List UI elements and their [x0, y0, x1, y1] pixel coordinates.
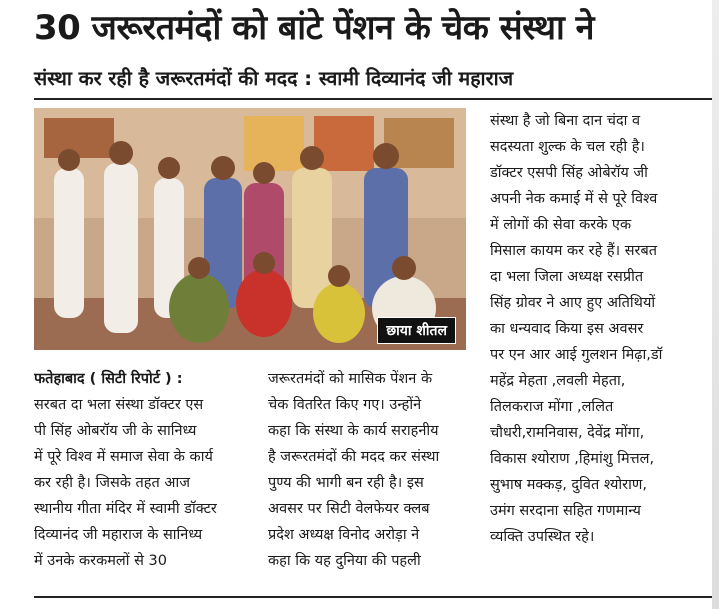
text-line: संस्था है जो बिना दान चंदा व: [490, 113, 641, 129]
text-line: कर रही है। जिसके तहत आज: [34, 475, 190, 491]
text-line: है जरूरतमंदों की मदद कर संस्था: [268, 449, 440, 465]
text-line: सरबत दा भला संस्था डॉक्टर एस: [34, 397, 204, 413]
text-line: जरूरतमंदों को मासिक पेंशन के: [268, 371, 433, 387]
text-line: में लोगों की सेवा करके एक: [490, 217, 632, 233]
news-photo: [34, 108, 466, 350]
text-line: कहा कि संस्था के कार्य सराहनीय: [268, 423, 439, 439]
text-line: व्यक्ति उपस्थित रहे।: [490, 529, 595, 545]
text-line: में उनके करकमलों से 30: [34, 553, 167, 569]
article-column-middle: [268, 366, 476, 574]
article-column-left: [34, 366, 250, 574]
text-line: तिलकराज मोंगा ,ललित: [490, 399, 614, 415]
text-line: महेंद्र मेहता ,लवली मेहता,: [490, 373, 626, 389]
bottom-rule: [34, 596, 714, 598]
text-line: चेक वितरित किए गए। उन्होंने: [268, 397, 422, 413]
text-line: अपनी नेक कमाई में से पूरे विश्व: [490, 191, 658, 207]
text-line: पर एन आर आई गुलशन मिढ़ा,डॉ: [490, 347, 663, 363]
text-line: पी सिंह ओबरॉय जी के सानिध्य: [34, 423, 197, 439]
text-line: चौधरी,रामनिवास, देवेंद्र मोंगा,: [490, 425, 645, 441]
text-line: सुभाष मक्कड़, दुवित श्योराण,: [490, 477, 647, 493]
text-line: दा भला जिला अध्यक्ष रसप्रीत: [490, 269, 644, 285]
text-line: का धन्यवाद किया इस अवसर: [490, 321, 644, 337]
text-line: सिंह ग्रोवर ने आए हुए अतिथियों: [490, 295, 656, 311]
dateline: फतेहाबाद ( सिटी रिपोर्ट ) :: [34, 371, 183, 387]
text-line: डॉक्टर एसपी सिंह ओबेरॉय जी: [490, 165, 648, 181]
text-line: मिसाल कायम कर रहे हैं। सरबत: [490, 243, 658, 259]
text-line: कहा कि यह दुनिया की पहली: [268, 553, 421, 569]
text-line: में पूरे विश्व में समाज सेवा के कार्य: [34, 449, 213, 465]
subheadline: संस्था कर रही है जरूरतमंदों की मदद : स्वामी दिव्यानंद जी महाराज: [34, 64, 714, 100]
photo-credit: छाया शीतल: [377, 317, 456, 344]
text-line: प्रदेश अध्यक्ष विनोद अरोड़ा ने: [268, 527, 420, 543]
text-line: स्थानीय गीता मंदिर में स्वामी डॉक्टर: [34, 501, 217, 517]
text-line: पुण्य की भागी बन रही है। इस: [268, 475, 424, 491]
headline: 30 जरूरतमंदों को बांटे पेंशन के चेक संस्था ने: [34, 8, 594, 48]
text-line: अवसर पर सिटी वेलफेयर क्लब: [268, 501, 430, 517]
photo-illustration: [34, 108, 466, 350]
text-line: उमंग सरदाना सहित गणमान्य: [490, 503, 641, 519]
text-line: दिव्यानंद जी महाराज के सानिध्य: [34, 527, 203, 543]
article-column-right: [490, 108, 690, 550]
page-edge: [712, 0, 719, 609]
text-line: सदस्यता शुल्क के चल रही है।: [490, 139, 645, 155]
text-line: विकास श्योराण ,हिमांशु मित्तल,: [490, 451, 655, 467]
